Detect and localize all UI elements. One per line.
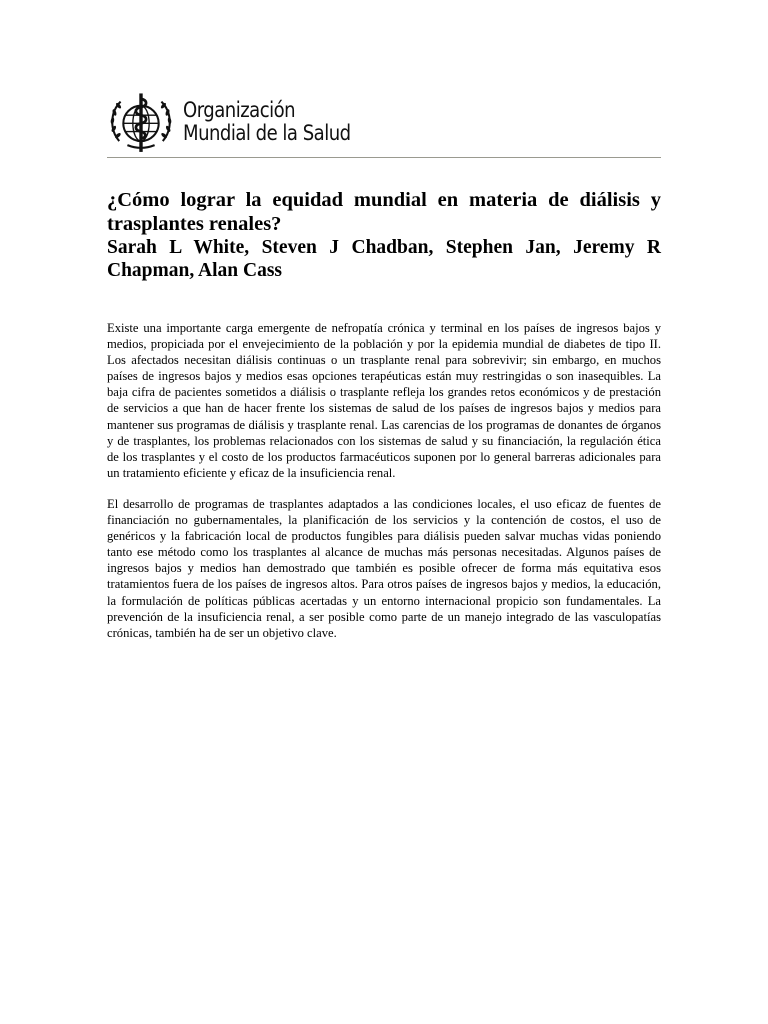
document-header xyxy=(107,88,661,156)
article-abstract xyxy=(107,320,661,641)
article-authors: Sarah L White, Steven J Chadban, Stephen Jan, Jeremy R Chapman, Alan Cass xyxy=(107,237,661,281)
org-name-line1: Organización xyxy=(183,98,296,122)
article-title: ¿Cómo lograr la equidad mundial en materia de diálisis y trasplantes renales? xyxy=(107,189,661,235)
abstract-paragraph: Existe una importante carga emergente de nefropatía crónica y terminal en los países de ingresos bajos y medios, propiciada por el envejecimiento de la población y por la epidemia mundial de diabetes de tipo II. Los afectados necesitan diálisis continuas o un trasplante renal para sobrevivir; sin embargo, en muchos países de ingresos bajos y medios esas opciones terapéuticas están muy restringidas o son inasequibles. La baja cifra de pacientes sometidos a diálisis o trasplante refleja los grandes retos económicos y de prestación de servicios a que han de hacer frente los sistemas de salud de los países de ingresos bajos y medios para mantener sus programas de diálisis y trasplante renal. Las carencias de los programas de donantes de órganos y de trasplantes, los problemas relacionados con los sistemas de salud y su financiación, la regulación ética de los trasplantes y el costo de los productos farmacéuticos suponen por lo general barreras adicionales para un tratamiento eficiente y eficaz de la insuficiencia renal. xyxy=(107,321,661,480)
document-page xyxy=(107,88,661,656)
header-divider xyxy=(107,157,661,158)
abstract-paragraph: El desarrollo de programas de trasplantes adaptados a las condiciones locales, el uso eficaz de fuentes de financiación no gubernamentales, la planificación de los servicios y la contención de costos, el uso de genéricos y la fabricación local de productos fungibles para diálisis pueden salvar muchas vidas poniendo tanto ese método como los trasplantes al alcance de muchas más personas necesitadas. Algunos países de ingresos bajos y medios han demostrado que también es posible ofrecer de forma más equitativa esos tratamientos fuera de los países de ingresos altos. Para otros países de ingresos bajos y medios, la educación, la formulación de políticas públicas acertadas y un entorno internacional propicio son fundamentales. La prevención de la insuficiencia renal, a ser posible como parte de un manejo integrado de las vasculopatías crónicas, también ha de ser un objetivo clave. xyxy=(107,496,661,640)
who-emblem-icon xyxy=(107,88,175,156)
organization-name xyxy=(183,99,351,145)
org-name-line2: Mundial de la Salud xyxy=(183,121,351,145)
